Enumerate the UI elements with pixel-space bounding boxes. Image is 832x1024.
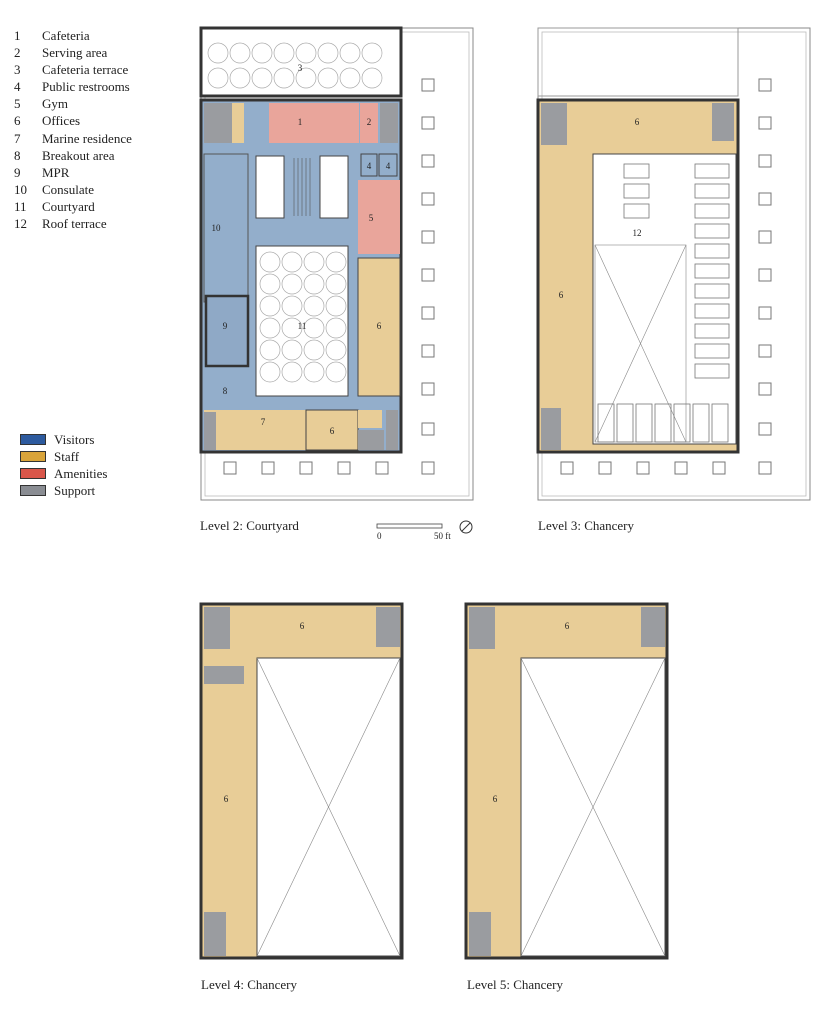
plan-level-5 <box>466 604 667 958</box>
key-item: 2 Serving area <box>14 45 108 61</box>
key-item: 3 Cafeteria terrace <box>14 62 129 78</box>
room-label: 7 <box>260 417 266 427</box>
key-item: 5 Gym <box>14 96 68 112</box>
room-label: 6 <box>223 794 229 804</box>
caption-level-3: Level 3: Chancery <box>538 518 635 533</box>
key-item: 7 Marine residence <box>14 130 132 146</box>
key-item: 4 Public restrooms <box>14 79 130 95</box>
legend-item-amenities: Amenities <box>20 466 107 483</box>
room-label: 12 <box>632 228 642 238</box>
legend-item-support: Support <box>20 483 107 500</box>
room-label: 6 <box>376 321 382 331</box>
room-label: 6 <box>299 621 305 631</box>
caption-level-5: Level 5: Chancery <box>467 977 564 992</box>
room-label: 2 <box>366 117 372 127</box>
caption-level-4: Level 4: Chancery <box>201 977 298 992</box>
caption-level-2: Level 2: Courtyard <box>200 518 299 533</box>
room-label: 6 <box>492 794 498 804</box>
room-label: 10 <box>211 223 221 233</box>
plan-level-2 <box>201 28 473 500</box>
room-label: 8 <box>222 386 228 396</box>
key-item: 9 MPR <box>14 164 70 180</box>
room-label: 6 <box>329 426 335 436</box>
scale-bar <box>377 524 451 541</box>
room-label: 5 <box>368 213 374 223</box>
key-item: 12 Roof terrace <box>14 216 107 232</box>
key-item: 1 Cafeteria <box>14 28 90 43</box>
room-label: 6 <box>558 290 564 300</box>
key-item: 11 Courtyard <box>14 198 95 214</box>
legend-item-visitors: Visitors <box>20 432 107 449</box>
room-label: 1 <box>297 117 303 127</box>
room-label: 6 <box>634 117 640 127</box>
plan-level-4 <box>201 604 402 958</box>
plan-level-3 <box>538 28 810 500</box>
room-label: 4 <box>385 161 391 171</box>
room-label: 4 <box>366 161 372 171</box>
room-label: 3 <box>297 63 303 73</box>
room-label: 9 <box>222 321 228 331</box>
legend-item-staff: Staff <box>20 449 107 466</box>
key-item: 8 Breakout area <box>14 147 115 163</box>
key-item: 6 Offices <box>14 113 81 129</box>
room-label: 6 <box>564 621 570 631</box>
north-arrow-icon <box>460 521 472 533</box>
scale-start: 0 <box>377 531 382 541</box>
room-label: 11 <box>297 321 307 331</box>
scale-end: 50 ft <box>434 531 451 541</box>
key-item: 10 Consulate <box>14 181 94 197</box>
